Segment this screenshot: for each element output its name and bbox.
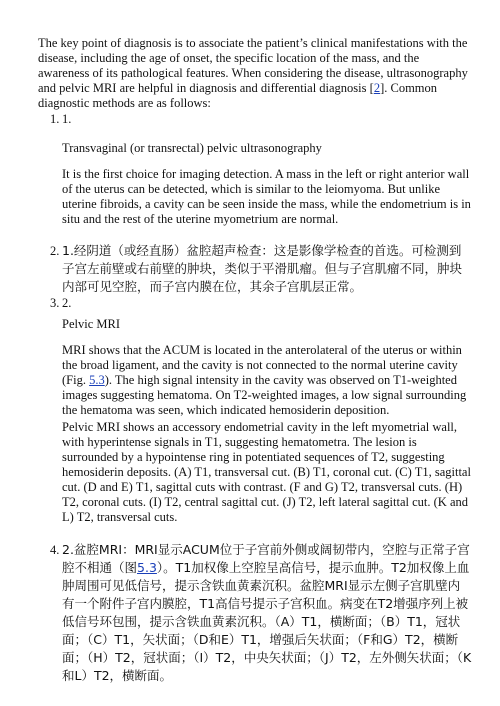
list-number: 4. <box>50 543 60 557</box>
list-number: 1. <box>50 112 60 126</box>
reference-link-2[interactable]: 2 <box>373 81 381 95</box>
item-paragraph-1: MRI shows that the ACUM is located in the anterolateral of the uterus or within the broad ligament, and the cavity is not connected to the normal uterine cavity (Fig. 5.3). The high signal intensity in the cavity was observed on T1-weighted images suggesting hematoma. On T2-weighted images, a low signal surrounding the hematoma was seen, which indicated hemosiderin deposition. <box>62 343 467 417</box>
item-heading: Transvaginal (or transrectal) pelvic ultrasonography <box>62 141 322 155</box>
item-heading: Pelvic MRI <box>62 317 120 331</box>
list-number: 3. <box>50 296 60 310</box>
item-chinese-text: 2.盆腔MRI：MRI显示ACUM位于子宫前外侧或阔韧带内，空腔与正常子宫腔不相通（图5.3）。T1加权像上空腔呈高信号，提示血肿。T2加权像上血肿周围可见低信号，提示含铁血黄素沉积。盆腔MRI显示左侧子宫肌壁内有一个附件子宫内膜腔，T1高信号提示子宫积血。病变在T2增强序列上被低信号环包围，提示含铁血黄素沉积。（A）T1，横断面；（B）T1，冠状面；（C）T1，矢状面；（D和E）T1，增强后矢状面；（F和G）T2，横断面；（H）T2，冠状面；（I）T2，中央矢状面；（J）T2，左外侧矢状面；（K和L）T2，横断面。 <box>62 542 472 683</box>
intro-text: The key point of diagnosis is to associate the patient’s clinical manifestations with the disease, including the age of onset, the specific location of the mass, and the awareness of its pathological features. When considering the disease, ultrasonography and pelvic MRI are helpful in diagnosis and differential diagnosis [ <box>38 36 468 95</box>
list-number: 2. <box>50 244 60 258</box>
item-paragraph-2: Pelvic MRI shows an accessory endometrial cavity in the left myometrial wall, with hyperintense signals in T1, suggesting hematometra. The lesion is surrounded by a hypointense ring in potentiated sequences of T2, suggesting hemosiderin deposits. (A) T1, transversal cut. (B) T1, coronal cut. (C) T1, sagittal cut. (D and E) T1, sagittal cuts with contrast. (F and G) T2, transversal cuts. (H) T2, coronal cuts. (I) T2, central sagittal cut. (J) T2, left lateral sagittal cut. (K and L) T2, transversal cuts. <box>62 420 471 524</box>
item-body: It is the first choice for imaging detection. A mass in the left or right anterior wall of the uterus can be detected, which is similar to the leiomyoma. But unlike uterine fibroids, a cavity can be seen inside the mass, while the endometrium is in situ and the rest of the uterine myometrium are normal. <box>62 167 471 226</box>
intro-paragraph <box>38 36 470 111</box>
figure-link-5-3[interactable]: 5.3 <box>89 373 105 387</box>
inner-number: 1. <box>62 112 72 126</box>
figure-link-5-3-zh[interactable]: 5.3 <box>137 560 157 575</box>
intro-text-end: ]. Common diagnostic methods are as follows: <box>38 81 438 110</box>
item-chinese-text: 1.经阴道（或经直肠）盆腔超声检查：这是影像学检查的首选。可检测到子宫左前壁或右前壁的肿块，类似于平滑肌瘤。但与子宫肌瘤不同，肿块内部可见空腔，而子宫内膜在位，其余子宫肌层正常。 <box>62 243 463 294</box>
inner-number: 2. <box>62 296 72 310</box>
